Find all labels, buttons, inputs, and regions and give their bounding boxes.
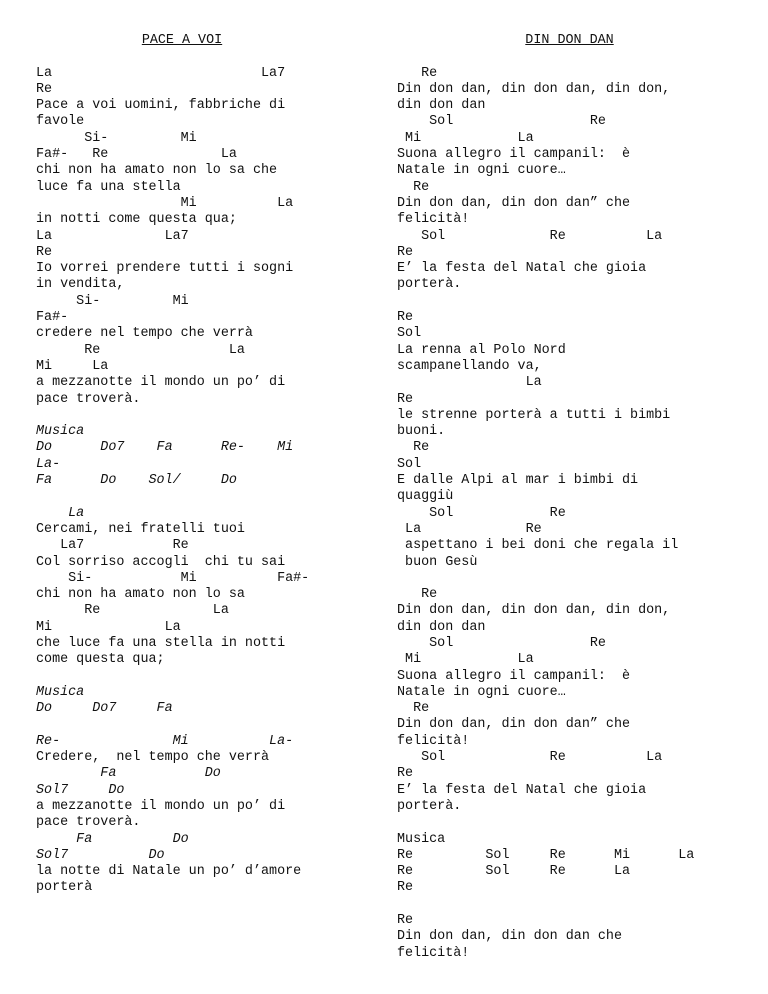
lyric-line: Fa Do (36, 831, 189, 847)
lyric-line: Sol Re (397, 505, 566, 521)
lyric-line: Si- Mi (36, 293, 189, 309)
lyric-line: Din don dan, din don dan che (397, 929, 622, 945)
lyric-line: Re (397, 440, 430, 456)
song-lines (36, 66, 366, 897)
lyric-line: Re (397, 65, 438, 81)
lyric-line: buoni. (397, 424, 446, 440)
lyric-line: Re (397, 766, 414, 782)
lyric-line: Re (397, 179, 430, 195)
lyric-line (36, 669, 366, 685)
lyric-line: chi non ha amato non lo sa (36, 587, 245, 603)
lyric-line: Pace a voi uomini, fabbriche di (36, 98, 286, 114)
lyric-line (397, 571, 742, 587)
lyric-line: Cercami, nei fratelli tuoi (36, 521, 245, 537)
lyric-line: Mi La (36, 195, 294, 211)
lyric-line: Sol Re (397, 635, 606, 651)
lyric-line: La renna al Polo Nord (397, 342, 566, 358)
lyric-line: Re (397, 913, 414, 929)
lyric-line: Do Do7 Fa (36, 701, 173, 717)
lyric-line: Re La (36, 342, 245, 358)
lyric-line: Din don dan, din don dan, din don, (397, 81, 671, 97)
song-title: PACE A VOI (141, 33, 223, 48)
lyric-line: Si- Mi (36, 130, 197, 146)
lyric-line: in vendita, (36, 277, 125, 293)
lyric-line: Natale in ogni cuore… (397, 163, 566, 179)
lyric-line: felicità! (397, 733, 470, 749)
lyric-line: Fa#- (36, 310, 69, 326)
lyric-line: felicità! (397, 945, 470, 961)
lyric-line: porterà. (397, 798, 462, 814)
lyric-line: scampanellando va, (397, 358, 542, 374)
lyric-line: a mezzanotte il mondo un po’ di (36, 798, 286, 814)
lyric-line: Musica (36, 424, 85, 440)
lyric-line: Do Do7 Fa Re- Mi (36, 440, 294, 456)
lyric-line: come questa qua; (36, 652, 165, 668)
lyric-line: E’ la festa del Natal che gioia (397, 261, 647, 277)
lyric-line: Mi La (36, 619, 181, 635)
lyric-line: favole (36, 114, 85, 130)
lyric-line: Din don dan, din don dan, din don, (397, 603, 671, 619)
lyric-line: porterà (36, 880, 93, 896)
lyric-line: Re Sol Re La (397, 864, 631, 880)
song-lines (397, 66, 742, 962)
lyric-line: Fa#- Re La (36, 147, 237, 163)
lyric-line: La La7 (36, 228, 189, 244)
lyric-line: La (397, 375, 542, 391)
lyric-line: Sol7 Do (36, 782, 125, 798)
lyric-line: Sol (397, 326, 422, 342)
lyric-line: Io vorrei prendere tutti i sogni (36, 261, 294, 277)
lyric-line: felicità! (397, 212, 470, 228)
lyric-line: Re (36, 81, 53, 97)
lyric-line: Suona allegro il campanil: è (397, 668, 631, 684)
lyric-line: La7 Re (36, 538, 189, 554)
lyric-line: Musica (397, 831, 446, 847)
lyric-line (397, 294, 742, 310)
lyric-line: in notti come questa qua; (36, 212, 237, 228)
lyric-line: a mezzanotte il mondo un po’ di (36, 375, 286, 391)
song-column-pace-a-voi (36, 33, 366, 897)
lyric-line: le strenne porterà a tutti i bimbi (397, 407, 671, 423)
lyric-line (36, 489, 366, 505)
lyric-line: chi non ha amato non lo sa che (36, 163, 278, 179)
lyric-line: che luce fa una stella in notti (36, 635, 286, 651)
lyric-line (397, 815, 742, 831)
lyric-line: La (36, 505, 85, 521)
lyric-line: Suona allegro il campanil: è (397, 147, 631, 163)
lyric-line: Re (397, 880, 414, 896)
song-column-din-don-dan (397, 33, 742, 962)
lyric-line: din don dan (397, 619, 486, 635)
lyric-line: La La7 (36, 65, 286, 81)
lyric-line: Re Sol Re Mi La (397, 847, 695, 863)
lyric-line: Mi La (397, 652, 534, 668)
lyric-line: Sol Re La (397, 228, 663, 244)
lyric-line: Si- Mi Fa#- (36, 570, 310, 586)
lyric-line: Col sorriso accogli chi tu sai (36, 554, 286, 570)
song-title: DIN DON DAN (525, 33, 614, 48)
lyric-line: Musica (36, 684, 85, 700)
lyric-line: Mi La (397, 130, 534, 146)
lyric-line: Din don dan, din don dan” che (397, 717, 631, 733)
lyric-line: porterà. (397, 277, 462, 293)
lyric-line: Fa Do Sol/ Do (36, 473, 237, 489)
lyric-line: luce fa una stella (36, 179, 181, 195)
lyric-line: Sol7 Do (36, 847, 165, 863)
lyric-line: Natale in ogni cuore… (397, 684, 566, 700)
lyric-line: Fa Do (36, 766, 221, 782)
lyric-line: la notte di Natale un po’ d’amore (36, 864, 302, 880)
lyric-line: Re- Mi La- (36, 733, 294, 749)
lyric-line: Sol (397, 456, 422, 472)
lyric-line: E dalle Alpi al mar i bimbi di (397, 473, 639, 489)
lyric-line: Re (397, 310, 414, 326)
lyric-line: pace troverà. (36, 391, 141, 407)
lyric-line: Mi La (36, 358, 109, 374)
lyric-line: buon Gesù (397, 554, 478, 570)
lyric-line: La- (36, 456, 61, 472)
lyric-line: Re (397, 244, 414, 260)
lyric-line: Sol Re La (397, 750, 663, 766)
lyric-line: La Re (397, 521, 542, 537)
lyric-line (36, 408, 366, 424)
lyric-line: credere nel tempo che verrà (36, 326, 253, 342)
lyric-line: quaggiù (397, 489, 454, 505)
lyric-line: Sol Re (397, 114, 606, 130)
lyric-line: Re (397, 701, 430, 717)
lyric-line: Re La (36, 603, 229, 619)
lyric-line: Din don dan, din don dan” che (397, 195, 631, 211)
lyric-line: din don dan (397, 98, 486, 114)
lyric-line (397, 897, 742, 913)
lyric-line: Re (397, 587, 438, 603)
lyric-line: Re (36, 244, 53, 260)
lyric-line: Re (397, 391, 414, 407)
lyric-line (36, 717, 366, 733)
lyric-line: Credere, nel tempo che verrà (36, 750, 270, 766)
lyric-line: pace troverà. (36, 815, 141, 831)
lyric-line: aspettano i bei doni che regala il (397, 538, 679, 554)
lyric-line: E’ la festa del Natal che gioia (397, 782, 647, 798)
